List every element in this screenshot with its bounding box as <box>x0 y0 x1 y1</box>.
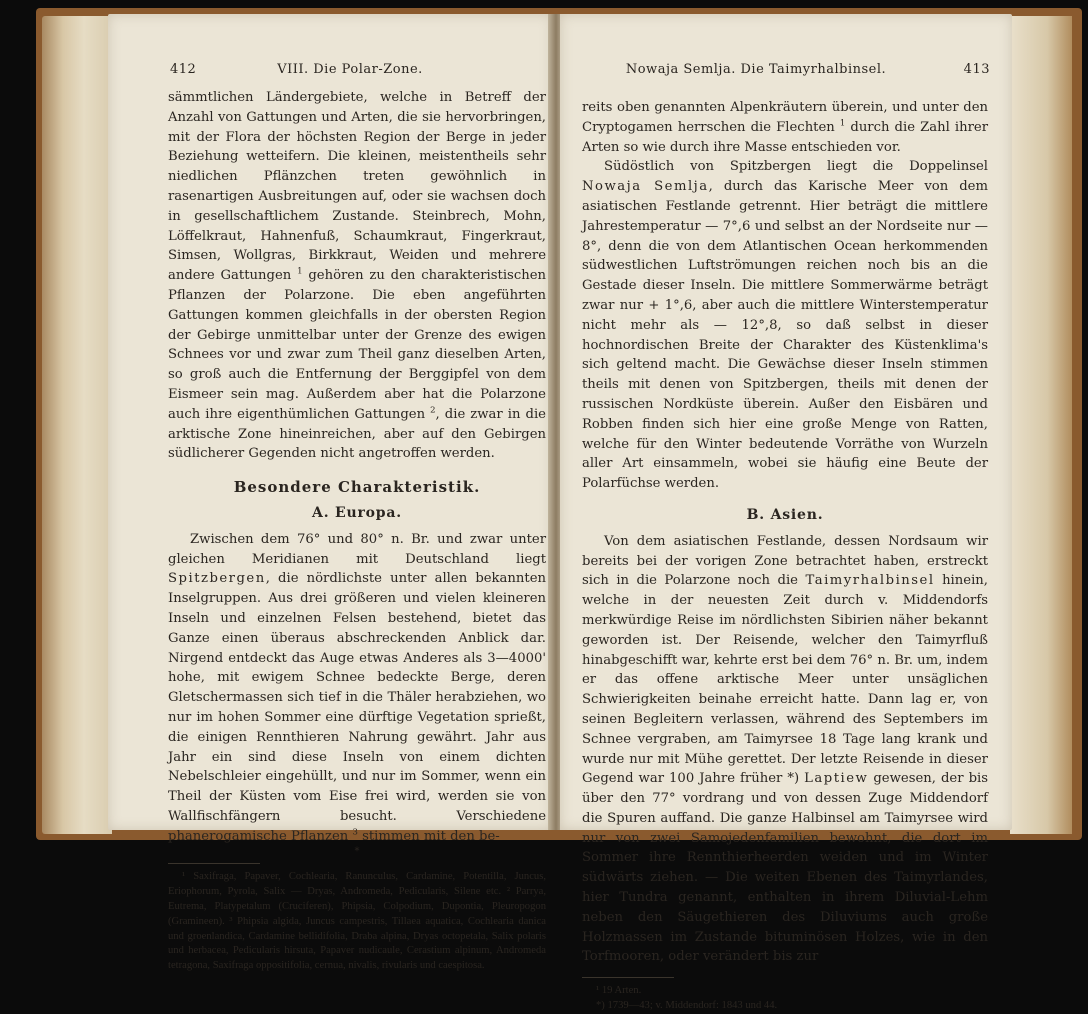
footnote-ref: 1 <box>297 266 303 277</box>
footnote: ¹ Saxifraga, Papaver, Cochlearia, Ranunculus, Cardamine, Potentilla, Juncus, Eriophorum, Pyrola, Salix — Dryas, Andromeda, Pedicularis, Silene etc. ² Parrya, Eutrema, Platypetalum (Cruciferen), Phipsia, Colpodium, Dupontia, Pleuropogon (Gramineen). ³ Phipsia algida, Juncus campestris, Tillaea aquatica, Cochlearia danica und groenlandica, Cardamine bellidifolia, Draba alpina, Dryas octopetala, Salix polaris und herbacea, Pedicularis hirsuta, Papaver nudicaule, Cerastium alpinum, Andromeda tetragona, Saxifraga oppositifolia, cernua, nivalis, rivularis und caespitosa. <box>168 871 546 972</box>
footnotes <box>582 984 988 1014</box>
place-name: Spitzbergen <box>168 571 266 587</box>
footnote: *) 1739—43; v. Middendorf: 1843 und 44. <box>596 1000 778 1012</box>
right-page-header <box>560 62 1012 82</box>
asterisk-mark: * <box>354 846 360 858</box>
footnote-ref: 3 <box>352 827 358 838</box>
paragraph: reits oben genannten Alpenkräutern überein, und unter den Cryptogamen herrschen die Flechten $^1$ durch die Zahl ihrer Arten so wie durch ihre Masse entschieden vor. <box>582 100 989 155</box>
running-head: Nowaja Semlja. Die Taimyrhalbinsel. <box>625 62 887 77</box>
running-head: VIII. Die Polar-Zone. <box>277 62 423 77</box>
place-name: Nowaja Semlja <box>582 179 709 195</box>
footnote-rule <box>582 977 674 978</box>
footnote: ¹ 19 Arten. <box>596 985 642 997</box>
page-edges-left <box>42 16 112 834</box>
right-page <box>560 14 1012 1012</box>
right-page-body <box>582 98 988 1014</box>
paragraph: Südöstlich von Spitzbergen liegt die Doppelinsel Nowaja Semlja, durch das Karische Meer von dem asiatischen Festlande getrennt. Hier beträgt die mittlere Jahrestemperatur — 7°,6 und selbst an der Nordseite nur — 8°, denn die von dem Atlantischen Ocean herkommenden südwestlichen Luftströmungen reichen noch bis an die Gestade dieser Inseln. Die mittlere Sommerwärme beträgt zwar nur + 1°,6, aber auch die mittlere Winterstemperatur nicht mehr als — 12°,8, so daß selbst in dieser hochnordischen Breite der Charakter des Küstenklima's sich geltend macht. Die Gewächse dieser Inseln stimmen theils mit denen von Spitzbergen, theils mit denen der russischen Nordküste überein. Außer den Eisbären und Robben finden sich hier eine große Menge von Ratten, welche für den Winter bedeutende Vorräthe von Wurzeln aller Art einsammeln, wobei sie häufig eine Beute der Polarfüchse werden. <box>582 159 988 492</box>
footnote-ref: 1 <box>839 118 846 129</box>
footnote-rule <box>168 863 260 864</box>
page-edges-right <box>1010 16 1072 834</box>
page-number: 412 <box>170 62 197 77</box>
left-page-body <box>168 88 546 974</box>
left-page-header <box>108 62 552 82</box>
left-page <box>108 14 552 972</box>
subsection-title: B. Asien. <box>746 506 824 523</box>
section-title: Besondere Charakteristik. <box>233 478 481 497</box>
person-name: Laptiew <box>804 771 869 787</box>
page-number: 413 <box>963 62 990 77</box>
footnotes <box>168 870 546 974</box>
paragraph: sämmtlichen Ländergebiete, welche in Betreff der Anzahl von Gattungen und Arten, die sie hervorbringen, mit der Flora der höchsten Region der Berge in jeder Beziehung wetteifern. Die kleinen, meistentheils sehr niedlichen Pflänzchen treten gewöhnlich in rasenartigen Ausbreitungen auf, oder sie wachsen doch in gesellschaftlichem Zustande. Steinbrech, Mohn, Löffelkraut, Hahnenfuß, Schaumkraut, Fingerkraut, Simsen, Wollgras, Birkkraut, Weiden und mehrere andere Gattungen $^1$ gehören zu den charakteristischen Pflanzen der Polarzone. Die eben angeführten Gattungen kommen gleichfalls in der obersten Region der Gebirge unmittelbar unter der Grenze des ewigen Schnees vor und zwar zum Theil ganz dieselben Arten, so groß auch die Entfernung der Berggipfel von dem Eismeer sein mag. Außerdem aber hat die Polarzone auch ihre eigenthümlichen Gattungen $^2$, die zwar in die arktische Zone hineinreichen, aber auf den Gebirgen südlicherer Gegenden nicht angetroffen werden. <box>168 90 546 462</box>
footnote-ref: 2 <box>430 405 436 416</box>
subsection-title: A. Europa. <box>312 504 402 521</box>
place-name: Taimyrhalbinsel <box>805 573 935 589</box>
paragraph: Von dem asiatischen Festlande, dessen Nordsaum wir bereits bei der vorigen Zone betrachtet haben, erstreckt sich in die Polarzone noch die Taimyrhalbinsel hinein, welche in der neuesten Zeit durch v. Middendorfs merkwürdige Reise im nördlichsten Sibirien näher bekannt geworden ist. Der Reisende, welcher den Taimyrfluß hinabgeschifft war, kehrte erst bei dem 76° n. Br. um, indem er das offene arktische Meer unter unsäglichen Schwierigkeiten beinahe erreicht hatte. Dann lag er, von seinen Begleitern verlassen, während des Septembers im Schnee vergraben, am Taimyrsee 18 Tage lang krank und wurde nur mit Mühe gerettet. Der letzte Reisende in dieser Gegend war 100 Jahre früher *) Laptiew gewesen, der bis über den 77° vordrang und von dessen Zuge Middendorf die Spuren auffand. Die ganze Halbinsel am Taimyrsee wird nur von zwei Samojedenfamilien bewohnt, die dort im Sommer ihre Rennthierheerden weiden und im Winter südwärts ziehen. — Die weiten Ebenen des Taimyrlandes, hier Tundra genannt, enthalten in ihrem Diluvial-Lehm neben den Säugethieren des Diluviums auch große Holzmassen im Zustande bituminösen Holzes, wie in den Torfmooren, oder verändert bis zur <box>582 533 989 965</box>
paragraph: Zwischen dem 76° und 80° n. Br. und zwar unter gleichen Meridianen mit Deutschland liegt Spitzbergen, die nördlichste unter allen bekannten Inselgruppen. Aus drei größeren und vielen kleineren Inseln und einzelnen Felsen bestehend, bietet das Ganze einen überaus abschreckenden Anblick dar. Nirgend entdeckt das Auge etwas Anderes als 3—4000' hohe, mit ewigem Schnee bedeckte Berge, deren Gletschermassen sich tief in die Thäler herabziehen, wo nur im hohen Sommer eine dürftige Vegetation sprießt, die einigen Rennthieren Nahrung gewährt. Jahr aus Jahr ein sind diese Inseln von einem dichten Nebelschleier eingehüllt, und nur im Sommer, wenn ein Theil der Küsten vom Eise frei wird, werden sie von Wallfischfängern besucht. Verschiedene phanerogamische Pflanzen $^3$ stimmen mit den be- <box>168 531 546 844</box>
